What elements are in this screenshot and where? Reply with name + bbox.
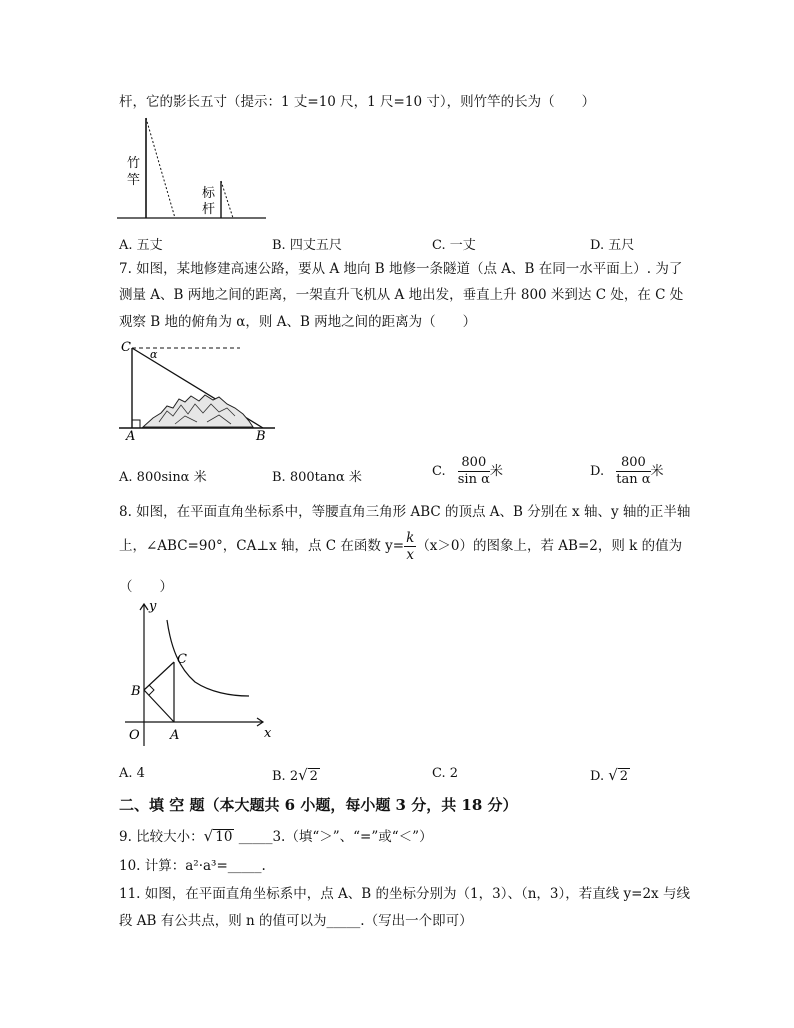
q8-option-d[interactable]: D. √ 2 xyxy=(590,766,629,784)
bamboo-label-1: 竹 xyxy=(127,156,141,171)
q6-figure xyxy=(115,112,275,224)
label-b: B xyxy=(131,684,141,699)
q11-answer-blank[interactable]: _____ xyxy=(326,913,361,929)
label-c: C xyxy=(177,652,187,667)
q8-option-a[interactable]: A. 4 xyxy=(119,766,145,781)
q7-option-b[interactable]: B. 800tanα 米 xyxy=(272,470,362,485)
q7-stem-line-3: 观察 B 地的俯角为 α，则 A、B 两地之间的距离为（ ） xyxy=(119,314,477,330)
label-x: x xyxy=(264,726,272,741)
label-alpha: α xyxy=(150,348,158,361)
bamboo-sun-ray xyxy=(146,118,175,218)
q8-stem-line-2: 上，∠ABC=90°，CA⊥x 轴，点 C 在函数 y= $\frac{k}{x}$ （x＞0）的图象上，若 AB=2，则 k 的值为 xyxy=(119,530,683,563)
segment-bc xyxy=(144,662,174,690)
q8-stem-line-3: （ ） xyxy=(119,579,173,595)
label-o: O xyxy=(129,728,140,743)
q8-stem-line-1: 8. 如图，在平面直角坐标系中，等腰直角三角形 ABC 的顶点 A、B 分别在 x 轴、y 轴的正半轴 xyxy=(119,504,691,520)
q11-stem-line-2: 段 AB 有公共点，则 n 的值可以为_____.（写出一个即可） xyxy=(119,913,473,929)
right-angle-mark xyxy=(132,420,140,428)
q9-stem: 9. 比较大小：√ 10 _____3.（填“＞”、“=”或“＜”） xyxy=(119,827,433,845)
rod-label-2: 杆 xyxy=(202,202,216,217)
q9-answer-blank[interactable]: _____ xyxy=(238,829,273,845)
label-b: B xyxy=(256,429,266,442)
section-title-fill-in: 二、填 空 题（本大题共 6 小题，每小题 3 分，共 18 分） xyxy=(119,796,518,814)
q6-option-b[interactable]: B. 四丈五尺 xyxy=(272,238,342,253)
label-c: C xyxy=(121,340,131,355)
q8-figure xyxy=(115,598,280,748)
q6-stem-tail: 杆，它的影长五寸（提示：1 丈=10 尺，1 尺=10 寸），则竹竿的长为（ ） xyxy=(119,94,596,110)
segment-ba xyxy=(144,690,174,722)
q7-stem-line-1: 7. 如图，某地修建高速公路，要从 A 地向 B 地修一条隧道（点 A、B 在同一水平面上）. 为了 xyxy=(119,261,683,277)
q6-option-c[interactable]: C. 一丈 xyxy=(432,238,476,253)
q7-option-a[interactable]: A. 800sinα 米 xyxy=(119,470,207,485)
q7-option-c[interactable]: C. $\frac{800}{\text{sin α}}$ 米 xyxy=(432,455,503,487)
q6-option-a[interactable]: A. 五丈 xyxy=(119,238,163,253)
rod-sun-ray xyxy=(221,181,233,218)
label-a: A xyxy=(126,429,136,442)
label-y: y xyxy=(149,599,157,614)
q11-stem-line-1: 11. 如图，在平面直角坐标系中，点 A、B 的坐标分别为（1，3）、（n，3），若直线 y=2x 与线 xyxy=(119,886,690,902)
right-angle-mark-b xyxy=(149,685,154,695)
q6-option-d[interactable]: D. 五尺 xyxy=(590,238,635,253)
q7-stem-line-2: 测量 A、B 两地之间的距离，一架直升飞机从 A 地出发，垂直上升 800 米到达 C 处，在 C 处 xyxy=(119,287,684,303)
bamboo-label-2: 竿 xyxy=(127,173,141,188)
q8-option-c[interactable]: C. 2 xyxy=(432,766,459,781)
mountain-icon xyxy=(143,395,253,427)
q10-stem: 10. 计算：a²·a³=_____. xyxy=(119,858,266,874)
q7-figure xyxy=(115,336,280,442)
label-a: A xyxy=(170,728,180,743)
rod-label-1: 标 xyxy=(202,186,216,201)
q10-answer-blank[interactable]: _____ xyxy=(227,858,262,874)
q7-option-d[interactable]: D. $\frac{800}{\text{tan α}}$ 米 xyxy=(590,455,664,487)
q8-option-b[interactable]: B. 2√ 2 xyxy=(272,766,318,784)
